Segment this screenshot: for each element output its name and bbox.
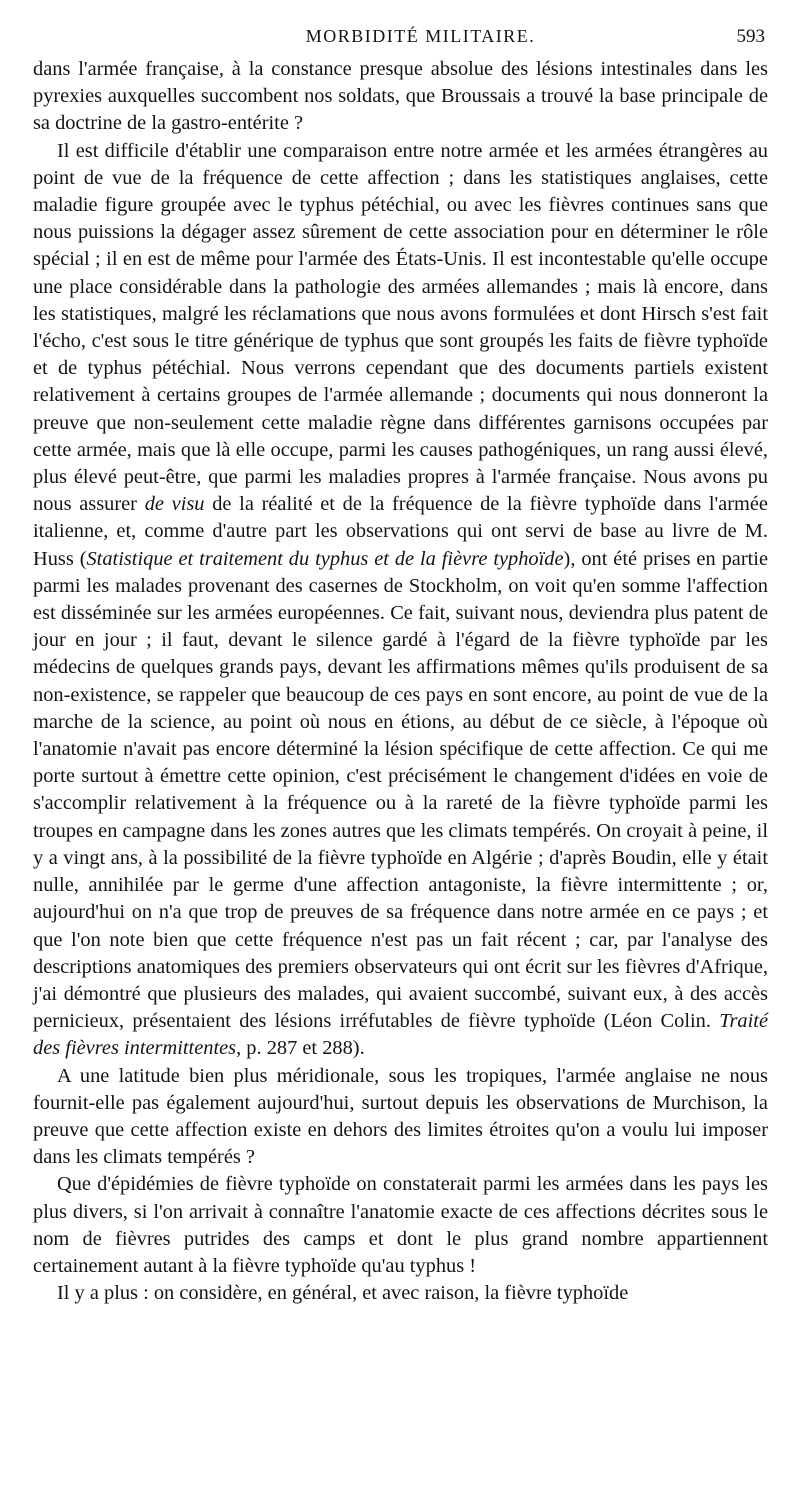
paragraph-2-part-3: ), ont été prises en partie parmi les malades provenant des casernes de Stockholm, on voit qu'en somme l'affection est disséminée sur les armées européennes. Ce fait, suivant nous, deviendra plus patent de jour en jour ; il faut, devant le silence gardé à l'égard de la fièvre typhoïde par les médecins de quelques grands pays, devant les affirmations mêmes qu'ils produisent de sa non-existence, se rappeler que beaucoup de ces pays en sont encore, au point de vue de la marche de la science, au point où nous en étions, au début de ce siècle, à l'époque où l'anatomie n'avait pas encore déterminé la lésion spécifique de cette affection. Ce qui me porte surtout à émettre cette opinion, c'est précisément le changement d'idées en voie de s'accomplir relativement à la fréquence ou à la rareté de la fièvre typhoïde parmi les troupes en campagne dans les zones autres que les climats tempérés. On croyait à peine, il y a vingt ans, à la possibilité de la fièvre typhoïde en Algérie ; d'après Boudin, elle y était nulle, annihilée par le germe d'une affection antagoniste, la fièvre intermittente ; or, aujourd'hui on n'a que trop de preuves de sa fréquence dans notre armée en ce pays ; et que l'on note bien que cette fréquence n'est pas un fait récent ; car, par l'analyse des descriptions anatomiques des premiers observateurs qui ont écrit sur les fièvres d'Afrique, j'ai démontré que plusieurs des malades, qui avaient succombé, suivant eux, à des accès pernicieux, présentaient des lésions irréfutables de fièvre typhoïde (Léon Colin.	[33, 547, 768, 1033]
italic-huss-title: Statistique et traitement du typhus et de la fièvre typhoïde	[86, 547, 564, 570]
paragraph-1: dans l'armée française, à la constance presque absolue des lésions intestinales dans les pyrexies auxquelles succombent nos soldats, que Broussais a trouvé la base principale de sa doctrine de la gastro-entérite ?	[33, 58, 768, 135]
italic-de-visu: de visu	[144, 493, 205, 516]
running-header	[33, 26, 768, 56]
book-page	[33, 26, 768, 1307]
body-text	[33, 56, 768, 1307]
page-number: 593	[736, 26, 765, 47]
paragraph-4: Que d'épidémies de fièvre typhoïde on constaterait parmi les armées dans les pays les plus divers, si l'on arrivait à connaître l'anatomie exacte de ces affections décrites sous le nom de fièvres putrides des camps et dont le plus grand nombre appartiennent certainement autant à la fièvre typhoïde qu'au typhus !	[33, 1173, 768, 1277]
paragraph-2	[33, 138, 768, 1063]
paragraph-2-part-2: de la réalité et de la fréquence de la fièvre typhoïde dans l'armée italienne, et, comme d'autre part les observations qui ont servi de base au livre de M. Huss (	[33, 493, 768, 570]
paragraph-3: A une latitude bien plus méridionale, sous les tropiques, l'armée anglaise ne nous fournit-elle pas également aujourd'hui, surtout depuis les observations de Murchison, la preuve que cette affection existe en dehors des limites étroites qu'on a voulu lui imposer dans les climats tempérés ?	[33, 1064, 768, 1169]
paragraph-5: Il y a plus : on considère, en général, et avec raison, la fièvre typhoïde	[57, 1282, 629, 1305]
italic-colin-title: Traité des fièvres intermittentes	[33, 1010, 768, 1060]
paragraph-2-part-4: , p. 287 et 288).	[236, 1037, 365, 1060]
running-title: MORBIDITÉ MILITAIRE.	[305, 26, 536, 46]
paragraph-2-part-1: Il est difficile d'établir une comparaison entre notre armée et les armées étrangères au point de vue de la fréquence de cette affection ; dans les statistiques anglaises, cette maladie figure groupée avec le typhus pétéchial, ou avec les fièvres continues sans que nous puissions la dégager assez sûrement de cette association pour en déterminer le rôle spécial ; il en est de même pour l'armée des États-Unis. Il est incontestable qu'elle occupe une place considérable dans la pathologie des armées allemandes ; mais là encore, dans les statistiques, malgré les réclamations que nous avons formulées et dont Hirsch s'est fait l'écho, c'est sous le titre générique de typhus que sont groupés les faits de fièvre typhoïde et de typhus pétéchial. Nous verrons cependant que des documents partiels existent relativement à certains groupes de l'armée allemande ; documents qui nous donneront la preuve que non-seulement cette maladie règne dans différentes garnisons occupées par cette armée, mais que là elle occupe, parmi les causes pathogéniques, un rang aussi élevé, plus élevé peut-être, que parmi les maladies propres à l'armée française. Nous avons pu nous assurer	[33, 139, 768, 516]
